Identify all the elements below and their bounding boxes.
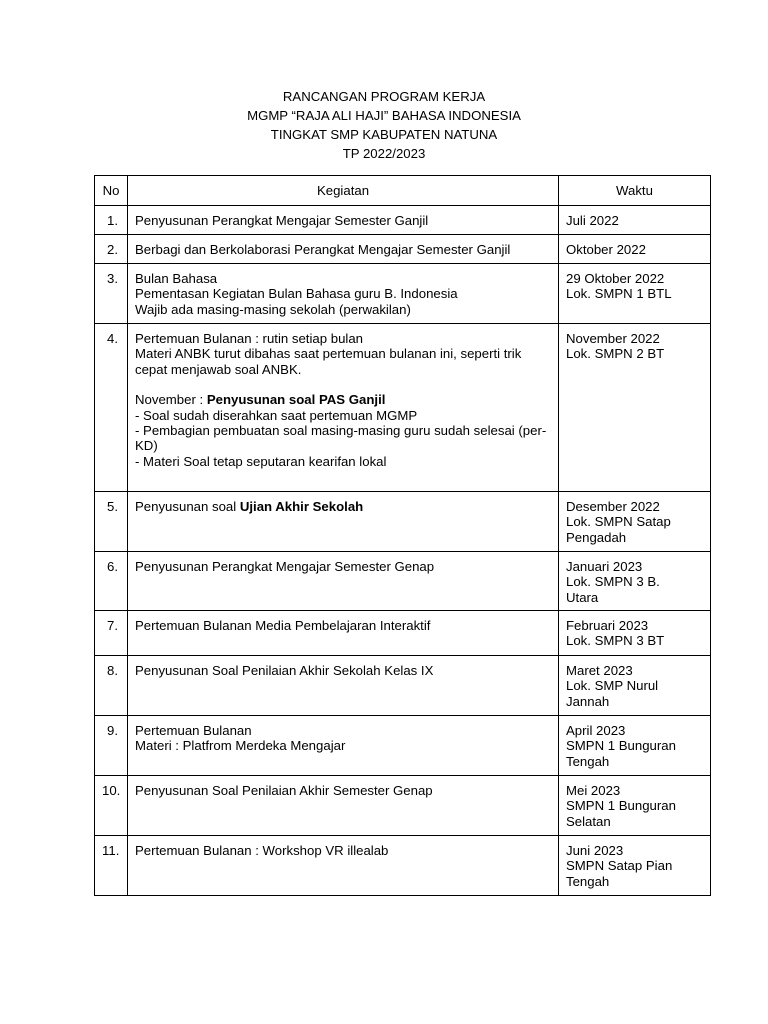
row-waktu [559,492,711,552]
title-line-4: TP 2022/2023 [342,146,426,161]
table-row [95,836,711,896]
row-waktu [559,235,711,264]
kegiatan-line: Pertemuan Bulanan : Workshop VR illealab [135,843,389,858]
waktu-line: November 2022 [566,331,660,346]
table-row [95,776,711,836]
row-kegiatan [128,776,559,836]
row-no: 8. [95,656,128,716]
kegiatan-line: Materi : Platfrom Merdeka Mengajar [135,738,346,754]
kegiatan-prefix: Penyusunan soal [135,499,240,514]
waktu-line: Oktober 2022 [566,242,646,257]
waktu-line: Februari 2023 [566,618,649,633]
row-kegiatan [128,836,559,896]
document-title [0,87,768,163]
kegiatan-line: Penyusunan Soal Penilaian Akhir Sekolah Kelas IX [135,663,434,678]
kegiatan-line: Materi ANBK turut dibahas saat pertemuan bulanan ini, seperti trik cepat menjawab soal ANBK. [135,346,522,377]
waktu-line: SMPN 1 Bunguran [566,738,676,754]
title-line-3: TINGKAT SMP KABUPATEN NATUNA [270,127,498,142]
row-waktu [559,552,711,611]
november-topic: Penyusunan soal PAS Ganjil [206,392,386,408]
kegiatan-line: Berbagi dan Berkolaborasi Perangkat Mengajar Semester Ganjil [135,242,511,257]
row-kegiatan [128,656,559,716]
row-kegiatan [128,206,559,235]
kegiatan-line: Pertemuan Bulanan Media Pembelajaran Interaktif [135,618,431,633]
kegiatan-line: Penyusunan Soal Penilaian Akhir Semester Genap [135,783,433,798]
table-header-row [95,176,711,206]
kegiatan-line: Pertemuan Bulanan : rutin setiap bulan [135,331,363,346]
row-no: 3. [95,264,128,324]
waktu-line: Lok. SMPN 2 BT [566,346,665,362]
row-kegiatan [128,264,559,324]
waktu-line: Pengadah [566,529,627,545]
row-kegiatan [128,552,559,611]
row-no: 6. [95,552,128,611]
waktu-line: Jannah [566,693,610,709]
waktu-line: Lok. SMPN 3 BT [566,633,665,649]
waktu-line: Tengah [566,753,610,769]
row-waktu [559,264,711,324]
table-row [95,656,711,716]
row-no: 1. [95,206,128,235]
title-line-2: MGMP “RAJA ALI HAJI” BAHASA INDONESIA [247,108,521,123]
row-waktu [559,324,711,492]
waktu-line: Lok. SMP Nurul [566,678,659,694]
row-waktu [559,611,711,656]
waktu-line: Desember 2022 [566,499,660,514]
row-waktu [559,656,711,716]
table-row [95,235,711,264]
kegiatan-bullet: - Soal sudah diserahkan saat pertemuan MGMP [135,407,418,423]
row-no: 10. [95,776,128,836]
waktu-line: Utara [566,589,599,605]
program-table [94,175,711,896]
header-no: No [95,176,128,206]
table-row [95,552,711,611]
row-no: 7. [95,611,128,656]
row-kegiatan [128,235,559,264]
waktu-line: Maret 2023 [566,663,633,678]
row-no: 9. [95,716,128,776]
waktu-line: Mei 2023 [566,783,621,798]
waktu-line: Lok. SMPN 1 BTL [566,286,672,302]
header-kegiatan: Kegiatan [128,176,559,206]
waktu-line: Tengah [566,873,610,889]
kegiatan-bold: Ujian Akhir Sekolah [239,499,364,514]
kegiatan-line [135,392,551,407]
kegiatan-line: Bulan Bahasa [135,271,218,286]
row-no: 11. [95,836,128,896]
row-kegiatan [128,324,559,492]
kegiatan-bullet: - Materi Soal tetap seputaran kearifan lokal [135,453,387,469]
waktu-line: Selatan [566,813,611,829]
table-row [95,492,711,552]
waktu-line: SMPN Satap Pian [566,858,673,874]
waktu-line: SMPN 1 Bunguran [566,798,676,814]
table-row [95,611,711,656]
kegiatan-line [135,499,551,514]
kegiatan-line: Penyusunan Perangkat Mengajar Semester Genap [135,559,435,574]
row-kegiatan [128,716,559,776]
waktu-line: Lok. SMPN Satap [566,514,671,530]
kegiatan-line: Pementasan Kegiatan Bulan Bahasa guru B. Indonesia [135,286,458,302]
row-waktu [559,206,711,235]
kegiatan-bullet: - Pembagian pembuatan soal masing-masing guru sudah selesai (per-KD) [135,423,547,454]
kegiatan-line: Wajib ada masing-masing sekolah (perwakilan) [135,301,411,317]
waktu-line: Juni 2023 [566,843,624,858]
row-waktu [559,836,711,896]
title-line-1: RANCANGAN PROGRAM KERJA [282,89,486,104]
row-waktu [559,716,711,776]
kegiatan-line: Penyusunan Perangkat Mengajar Semester Ganjil [135,213,429,228]
row-kegiatan [128,492,559,552]
table-row [95,264,711,324]
table-row [95,716,711,776]
header-waktu: Waktu [559,176,711,206]
waktu-line: 29 Oktober 2022 [566,271,665,286]
row-no: 4. [95,324,128,492]
table-row [95,206,711,235]
waktu-line: Januari 2023 [566,559,643,574]
waktu-line: Lok. SMPN 3 B. [566,574,660,590]
table-row [95,324,711,492]
row-no: 5. [95,492,128,552]
kegiatan-line: Pertemuan Bulanan [135,723,252,738]
row-waktu [559,776,711,836]
row-no: 2. [95,235,128,264]
row-kegiatan [128,611,559,656]
november-label: November : [135,392,207,408]
waktu-line: Juli 2022 [566,213,619,228]
waktu-line: April 2023 [566,723,626,738]
